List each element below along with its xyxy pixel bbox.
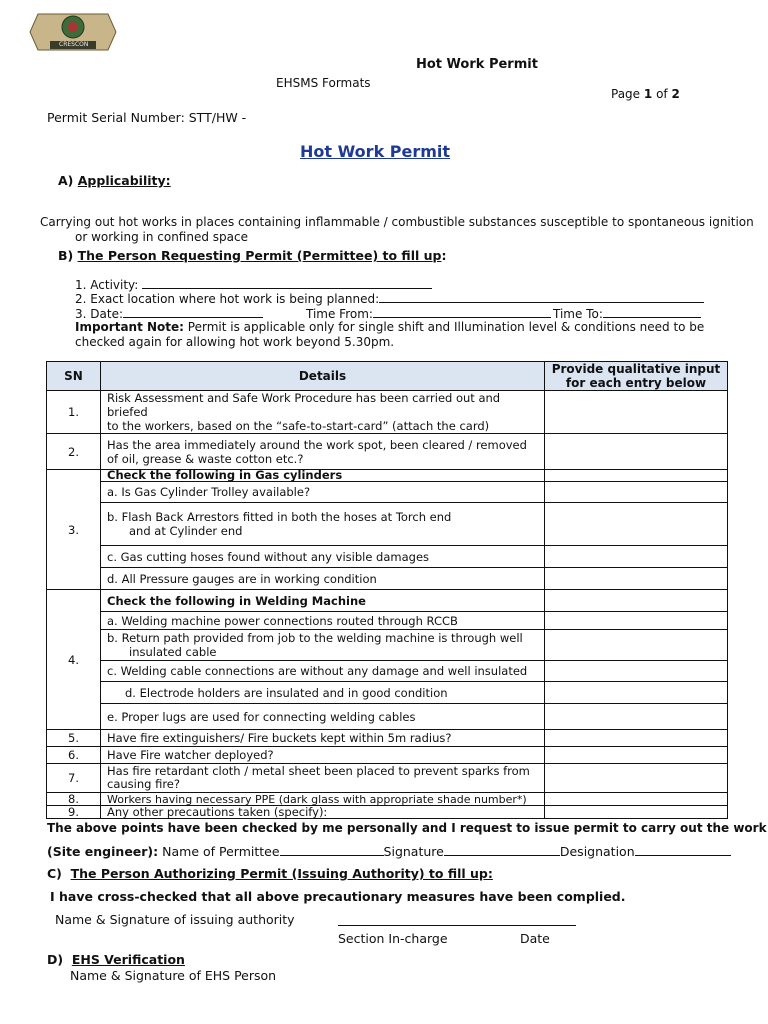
input-cell[interactable]: [545, 747, 728, 764]
section-incharge-label: Section In-charge: [338, 931, 448, 946]
table-row: b. Return path provided from job to the welding machine is through well insulated cable: [47, 630, 728, 661]
time-to-field[interactable]: Time To:: [553, 306, 701, 321]
input-cell[interactable]: [545, 730, 728, 747]
col-input: Provide qualitative input for each entry below: [545, 362, 728, 391]
table-row: 3. Check the following in Gas cylinders: [47, 470, 728, 482]
table-row: a. Welding machine power connections routed through RCCB: [47, 612, 728, 630]
input-cell[interactable]: [545, 546, 728, 568]
checklist-table: [46, 361, 728, 819]
input-cell[interactable]: [545, 630, 728, 661]
section-b-heading: B) The Person Requesting Permit (Permittee) to fill up:: [58, 248, 447, 263]
permit-serial-number: Permit Serial Number: STT/HW -: [47, 110, 247, 125]
location-field[interactable]: 2. Exact location where hot work is being planned:: [75, 291, 704, 306]
input-cell[interactable]: [545, 568, 728, 590]
col-sn: SN: [47, 362, 101, 391]
input-cell[interactable]: [545, 661, 728, 682]
table-row: a. Is Gas Cylinder Trolley available?: [47, 482, 728, 503]
col-details: Details: [101, 362, 545, 391]
issuing-signature-line[interactable]: [338, 911, 576, 926]
table-row: d. Electrode holders are insulated and in good condition: [47, 682, 728, 704]
doc-title: Hot Work Permit: [416, 57, 538, 72]
table-row: 8. Workers having necessary PPE (dark glass with appropriate shade number*): [47, 793, 728, 806]
input-cell[interactable]: [545, 764, 728, 793]
important-note: Important Note: Permit is applicable only for single shift and Illumination level & conditions need to be: [75, 320, 705, 334]
logo-text: CRESCON: [59, 41, 89, 48]
time-from-field[interactable]: Time From:: [306, 306, 551, 321]
page-indicator: Page 1 of 2: [611, 87, 680, 101]
format-label: EHSMS Formats: [276, 76, 371, 90]
issuing-authority-label: Name & Signature of issuing authority: [55, 912, 295, 927]
table-row: c. Welding cable connections are without any damage and well insulated: [47, 661, 728, 682]
input-cell[interactable]: [545, 806, 728, 819]
table-row: 5. Have fire extinguishers/ Fire buckets kept within 5m radius?: [47, 730, 728, 747]
main-title: Hot Work Permit: [300, 142, 451, 161]
table-row: b. Flash Back Arrestors fitted in both the hoses at Torch end and at Cylinder end: [47, 503, 728, 546]
input-cell[interactable]: [545, 391, 728, 434]
input-cell[interactable]: [545, 503, 728, 546]
input-cell[interactable]: [545, 434, 728, 470]
section-d-heading: D) EHS Verification: [47, 952, 185, 967]
input-cell[interactable]: [545, 682, 728, 704]
table-row: d. All Pressure gauges are in working condition: [47, 568, 728, 590]
input-cell[interactable]: [545, 482, 728, 503]
section-a-heading: A) Applicability:: [58, 173, 171, 188]
company-logo: [28, 12, 118, 52]
activity-field[interactable]: 1. Activity:: [75, 277, 432, 292]
table-header-row: [47, 362, 728, 391]
date-label: Date: [520, 931, 550, 946]
table-row: 4. Check the following in Welding Machine: [47, 590, 728, 612]
table-row: 2. Has the area immediately around the work spot, been cleared / removed of oil, grease & waste cotton etc.?: [47, 434, 728, 470]
date-field[interactable]: 3. Date:: [75, 306, 263, 321]
table-row: 7. Has fire retardant cloth / metal sheet been placed to prevent sparks from causing fire?: [47, 764, 728, 793]
applicability-text-2: or working in confined space: [75, 230, 248, 244]
declaration-text: The above points have been checked by me personally and I request to issue permit to carry out the work: [47, 821, 767, 835]
site-engineer-line[interactable]: (Site engineer): Name of Permittee Signature Designation: [47, 844, 731, 859]
input-cell[interactable]: [545, 704, 728, 730]
ehs-person-label: Name & Signature of EHS Person: [70, 968, 277, 983]
section-c-heading: C) The Person Authorizing Permit (Issuing Authority) to fill up:: [47, 866, 493, 881]
issuing-statement: I have cross-checked that all above precautionary measures have been complied.: [50, 889, 626, 904]
table-row: c. Gas cutting hoses found without any visible damages: [47, 546, 728, 568]
table-row: 6. Have Fire watcher deployed?: [47, 747, 728, 764]
important-note-2: checked again for allowing hot work beyond 5.30pm.: [75, 335, 395, 349]
input-cell[interactable]: [545, 793, 728, 806]
table-row: 1. Risk Assessment and Safe Work Procedure has been carried out and briefed to the workers, based on the “safe-to-start-card” (attach the card): [47, 391, 728, 434]
table-row: 9. Any other precautions taken (specify):: [47, 806, 728, 819]
input-cell[interactable]: [545, 612, 728, 630]
applicability-text-1: Carrying out hot works in places containing inflammable / combustible substances susceptible to spontaneous ignition: [40, 215, 754, 229]
table-row: e. Proper lugs are used for connecting welding cables: [47, 704, 728, 730]
